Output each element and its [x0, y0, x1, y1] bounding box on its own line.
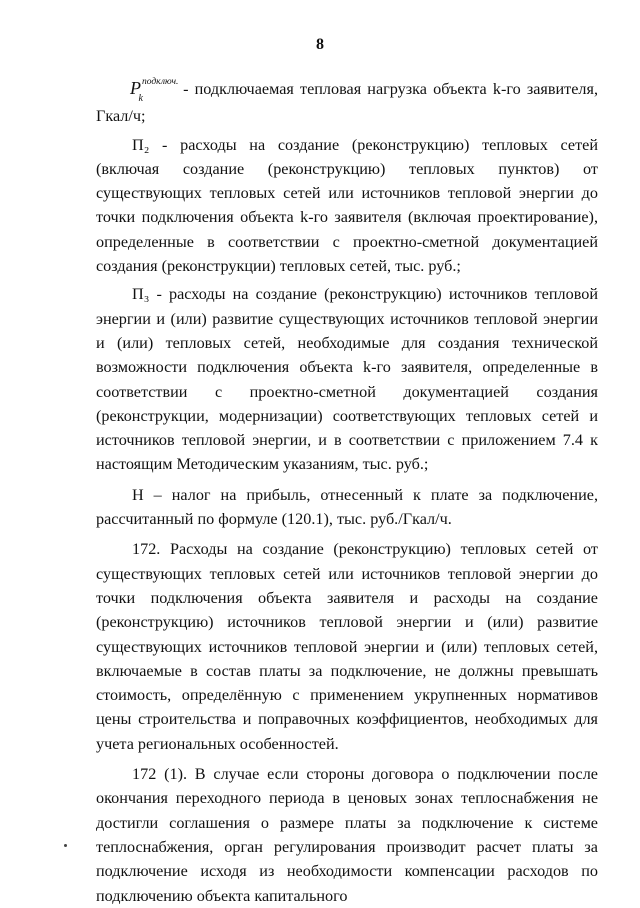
page-number: 8 — [316, 36, 324, 53]
formula-subscript: k — [138, 93, 143, 104]
formula-symbol: P — [130, 78, 141, 98]
paragraph-p3-definition: П₃ - расходы на создание (реконструкцию) источников тепловой энергии и (или) развитие существующих источников тепловой энергии и (или) тепловых сетей, необходимые для создания технической возможности подключения объекта k-го заявителя, определенные в соответствии с проектно-сметной документацией создания (реконструкции, модернизации) соответствующих тепловых сетей и источников тепловой энергии, и в соответствии с приложением 7.4 к настоящим Методическим указаниям, тыс. руб.; — [96, 285, 598, 474]
formula-definition-text: - подключаемая тепловая нагрузка объекта k-го заявителя, Гкал/ч; — [96, 80, 598, 126]
scan-speck — [64, 844, 67, 847]
document-body — [96, 70, 598, 908]
formula-superscript: подключ. — [142, 77, 179, 87]
formula-definition — [96, 70, 598, 129]
paragraph-tax-definition: Н – налог на прибыль, отнесенный к плате за подключение, рассчитанный по формуле (120.1), тыс. руб./Гкал/ч. — [96, 485, 598, 529]
paragraph-p2-definition: П₂ - расходы на создание (реконструкцию) тепловых сетей (включая создание (реконструкцию) тепловых пунктов) от существующих тепловых сетей или источников тепловой энергии до точки подключения объекта k-го заявителя (включая проектирование), определенные в соответствии с проектно-сметной документацией создания (реконструкции) тепловых сетей, тыс. руб.; — [96, 135, 598, 276]
paragraph-172: 172. Расходы на создание (реконструкцию) тепловых сетей от существующих тепловых сетей или источников тепловой энергии до точки подключения объекта заявителя и расходы на создание (реконструкцию) источников тепловой энергии и (или) развитие существующих источников тепловой энергии и (или) тепловых сетей, включаемые в состав платы за подключение, не должны превышать стоимость, определённую с применением укрупненных нормативов цены строительства и поправочных коэффициентов, необходимых для учета региональных особенностей. — [96, 540, 598, 753]
paragraph-172-1: 172 (1). В случае если стороны договора о подключении после окончания переходного периода в ценовых зонах теплоснабжения не достигли соглашения о размере платы за подключение к системе теплоснабжения, орган регулирования производит расчет платы за подключение исходя из необходимости компенсации расходов по подключению объекта капитального — [96, 765, 598, 905]
